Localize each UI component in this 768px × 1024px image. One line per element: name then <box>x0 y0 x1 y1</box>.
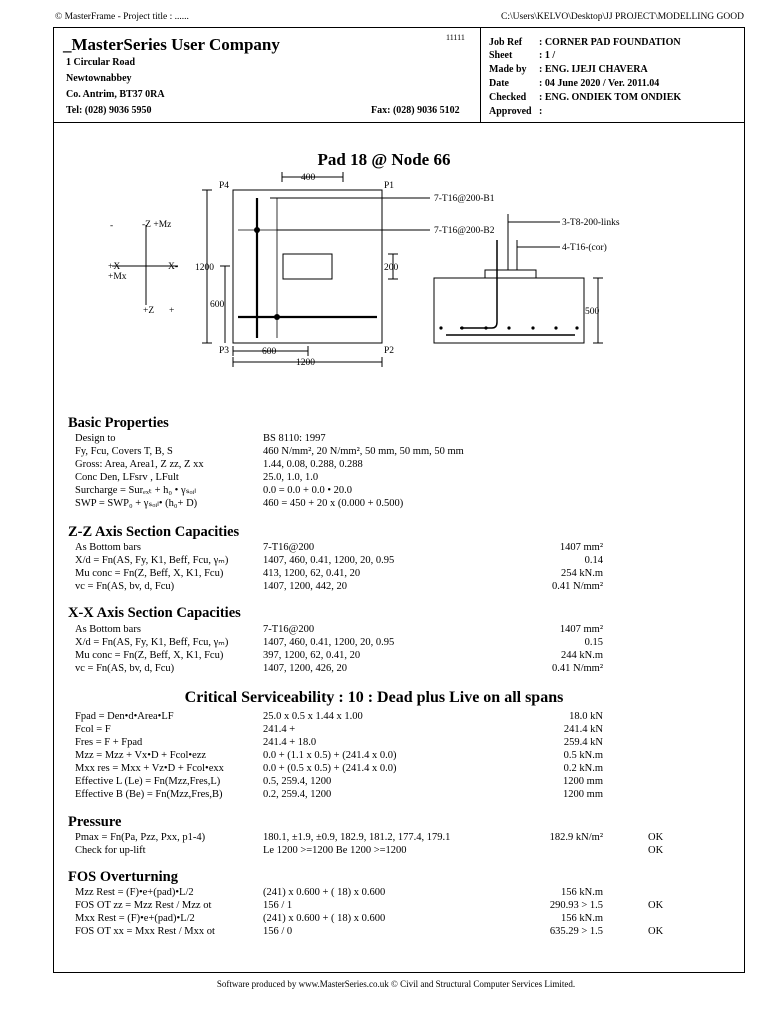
dim-600-vertical-label: 600 <box>210 300 225 310</box>
zz-capacities-heading: Z-Z Axis Section Capacities <box>68 524 240 540</box>
dim-1200-horizontal-label: 1200 <box>296 358 315 368</box>
made-by-value: : ENG. IJEJI CHAVERA <box>539 64 648 75</box>
date-label: Date <box>489 78 509 89</box>
axis-plus-z-label: +Z <box>143 306 155 316</box>
telephone: Tel: (028) 9036 5950 <box>66 105 152 116</box>
address-line-3: Co. Antrim, BT37 0RA <box>66 89 165 100</box>
checked-label: Checked <box>489 92 527 103</box>
bar-node-marker <box>254 227 260 233</box>
table-row: Fpad = Den•d•Area•LF 25.0 x 0.5 x 1.44 x 1.00 18.0 kN <box>75 711 603 722</box>
project-title-line: © MasterFrame - Project title : ...... <box>55 12 189 22</box>
bar-b1-label: 7-T16@200-B1 <box>434 194 495 204</box>
corner-bars-label: 4-T16-(cor) <box>562 243 607 253</box>
table-row: As Bottom bars 7-T16@200 1407 mm² <box>75 542 603 553</box>
fax: Fax: (028) 9036 5102 <box>371 105 460 116</box>
table-row: Pmax = Fn(Pa, Pzz, Pxx, p1-4) 180.1, ±1.9, ±0.9, 182.9, 181.2, 177.4, 179.1 182.9 kN/m² OK <box>75 832 664 843</box>
axis-plus-x-label: +X <box>108 262 121 272</box>
axis-minus-label: - <box>110 221 114 231</box>
pad-drawing <box>0 0 768 420</box>
approved-label: Approved <box>489 106 532 117</box>
date-value: : 04 June 2020 / Ver. 2011.04 <box>539 78 660 89</box>
corner-p2-label: P2 <box>384 346 395 356</box>
checked-value: : ENG. ONDIEK TOM ONDIEK <box>539 92 682 103</box>
bar-node-marker <box>274 314 280 320</box>
table-row: X/d = Fn(AS, Fy, K1, Beff, Fcu, γₘ) 1407, 460, 0.41, 1200, 20, 0.95 0.14 <box>75 555 603 566</box>
axis-mx-label: +Mx <box>108 272 127 282</box>
table-row: Mu conc = Fn(Z, Beff, X, K1, Fcu) 413, 1200, 62, 0.41, 20 254 kN.m <box>75 568 603 579</box>
job-ref-value: : CORNER PAD FOUNDATION <box>539 37 681 48</box>
file-path: C:\Users\KELVO\Desktop\JJ PROJECT\MODELLING GOOD <box>501 12 744 22</box>
table-row: Conc Den, LFsrv , LFult 25.0, 1.0, 1.0 <box>75 472 319 483</box>
pad-plan-outline <box>233 190 382 343</box>
basic-properties-heading: Basic Properties <box>68 415 169 431</box>
table-row: SWP = SWP₀ + γₛₒᵢₗ• (h₀+ D) 460 = 450 + 20 x (0.000 + 0.500) <box>75 498 404 509</box>
table-row: vc = Fn(AS, bv, d, Fcu) 1407, 1200, 426, 20 0.41 N/mm² <box>75 663 603 674</box>
table-row: vc = Fn(AS, bv, d, Fcu) 1407, 1200, 442, 20 0.41 N/mm² <box>75 581 603 592</box>
axis-plus-label: + <box>169 306 175 316</box>
table-row: Fres = F + Fpad 241.4 + 18.0 259.4 kN <box>75 737 603 748</box>
approved-value: : <box>539 106 543 117</box>
table-row: Surcharge = Surₑₓₜ + h₀ • γₛₒᵢₗ 0.0 = 0.0 + 0.0 • 20.0 <box>75 485 353 496</box>
dim-400-label: 400 <box>301 173 316 183</box>
links-label: 3-T8-200-links <box>562 218 620 228</box>
critical-serviceability-heading: Critical Serviceability : 10 : Dead plus Live on all spans <box>184 689 564 706</box>
pressure-heading: Pressure <box>68 814 122 830</box>
corner-p4-label: P4 <box>219 181 230 191</box>
table-row: X/d = Fn(AS, Fy, K1, Beff, Fcu, γₘ) 1407, 460, 0.41, 1200, 20, 0.95 0.15 <box>75 637 603 648</box>
corner-p1-label: P1 <box>384 181 395 191</box>
corner-p3-label: P3 <box>219 346 230 356</box>
dim-1200-vertical-label: 1200 <box>195 263 214 273</box>
table-row: Effective B (Be) = Fn(Mzz,Fres,B) 0.2, 259.4, 1200 1200 mm <box>75 789 603 800</box>
column-outline <box>283 254 332 279</box>
dim-600-horizontal-label: 600 <box>262 347 277 357</box>
dim-200-label: 200 <box>384 263 399 273</box>
address-line-1: 1 Circular Road <box>66 57 136 68</box>
table-row: Mxx res = Mxx + Vz•D + Fcol•exx 0.0 + (0.5 x 0.5) + (241.4 x 0.0) 0.2 kN.m <box>75 763 603 774</box>
made-by-label: Made by <box>489 64 527 75</box>
axis-z-mz-label: -Z +Mz <box>142 220 172 230</box>
table-row: Design to BS 8110: 1997 <box>75 433 326 444</box>
job-ref-label: Job Ref <box>489 37 523 48</box>
table-row: Check for up-lift Le 1200 >=1200 Be 1200 >=1200 OK <box>75 845 664 856</box>
xx-capacities-heading: X-X Axis Section Capacities <box>68 605 241 621</box>
table-row: As Bottom bars 7-T16@200 1407 mm² <box>75 624 603 635</box>
bar-b2-label: 7-T16@200-B2 <box>434 226 495 236</box>
axis-x-minus-label: X- <box>168 262 179 272</box>
table-row: Mxx Rest = (F)•e+(pad)•L/2 (241) x 0.600 + ( 18) x 0.600 156 kN.m <box>75 913 603 924</box>
table-row: FOS OT xx = Mxx Rest / Mxx ot 156 / 0 635.29 > 1.5 OK <box>75 926 664 937</box>
page-title: Pad 18 @ Node 66 <box>317 150 451 169</box>
table-row: Mzz Rest = (F)•e+(pad)•L/2 (241) x 0.600 + ( 18) x 0.600 156 kN.m <box>75 887 603 898</box>
table-row: Fy, Fcu, Covers T, B, S 460 N/mm², 20 N/mm², 50 mm, 50 mm, 50 mm <box>75 446 464 457</box>
table-row: Gross: Area, Area1, Z zz, Z xx 1.44, 0.08, 0.288, 0.288 <box>75 459 363 470</box>
table-row: Fcol = F 241.4 + 241.4 kN <box>75 724 603 735</box>
table-row: Effective L (Le) = Fn(Mzz,Fres,L) 0.5, 259.4, 1200 1200 mm <box>75 776 603 787</box>
footer-credit: Software produced by www.MasterSeries.co.uk © Civil and Structural Computer Services Limited. <box>216 979 576 989</box>
sheet-label: Sheet <box>489 50 513 61</box>
table-row: FOS OT zz = Mzz Rest / Mzz ot 156 / 1 290.93 > 1.5 OK <box>75 900 664 911</box>
table-row: Mu conc = Fn(Z, Beff, X, K1, Fcu) 397, 1200, 62, 0.41, 20 244 kN.m <box>75 650 603 661</box>
company-code: 11111 <box>446 33 465 42</box>
sheet-value: : 1 / <box>539 50 556 61</box>
table-row: Mzz = Mzz + Vx•D + Fcol•ezz 0.0 + (1.1 x 0.5) + (241.4 x 0.0) 0.5 kN.m <box>75 750 603 761</box>
address-line-2: Newtownabbey <box>66 73 132 84</box>
fos-overturning-heading: FOS Overturning <box>68 869 178 885</box>
dim-500-label: 500 <box>585 307 600 317</box>
company-name: _MasterSeries User Company <box>63 35 280 54</box>
